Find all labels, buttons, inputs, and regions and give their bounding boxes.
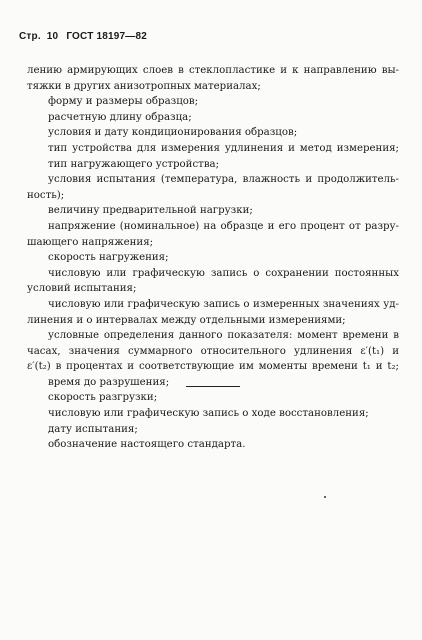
text-line: скорость нагружения; [48,252,169,264]
text-line: часах, значения суммарного относительного удлинения ε′(t₁) и [27,345,399,357]
text-line: ность); [27,189,65,201]
text-line: условия испытания (температура, влажность и продолжитель- [48,174,399,186]
standard-designation: ГОСТ 18197—82 [66,31,148,42]
text-line: числовую или графическую запись о измеренных значениях уд- [48,298,399,310]
text-line: скорость разгрузки; [48,392,158,404]
text-line: расчетную длину образца; [48,111,192,123]
text-line: ε′(t₂) в процентах и соответствующие им моменты времени t₁ и t₂; [27,361,399,373]
text-line: время до разрушения; [48,376,170,388]
text-line: обозначение настоящего стандарта. [48,439,246,451]
text-line: дату испытания; [48,423,138,435]
text-line: шающего напряжения; [27,236,154,248]
text-line: линения и о интервалах между отдельными измерениями; [27,314,346,326]
body-text [27,63,399,453]
text-line: условия и дату кондиционирования образцов; [48,127,298,139]
page-number: 10 [46,31,59,42]
text-line: числовую или графическую запись о ходе восстановления; [48,408,369,420]
text-line: условные определения данного показателя: момент времени в [48,330,399,342]
end-rule [186,386,240,387]
text-line: форму и размеры образцов; [48,96,199,108]
text-line: тип нагружающего устройства; [48,158,220,170]
text-line: тип устройства для измерения удлинения и метод измерения; [48,142,399,154]
text-line: условий испытания; [27,283,137,295]
page-header [19,31,147,42]
text-line: напряжение (номинальное) на образце и его процент от разру- [48,220,399,232]
text-line: лению армирующих слоев в стеклопластике и к направлению вы- [27,65,399,76]
scan-speck [324,496,326,498]
text-line: числовую или графическую запись о сохранении постоянных [48,267,399,279]
page-word: Стр. [19,31,41,42]
text-line: тяжки в других анизотропных материалах; [27,80,261,92]
text-line: величину предварительной нагрузки; [48,205,253,217]
